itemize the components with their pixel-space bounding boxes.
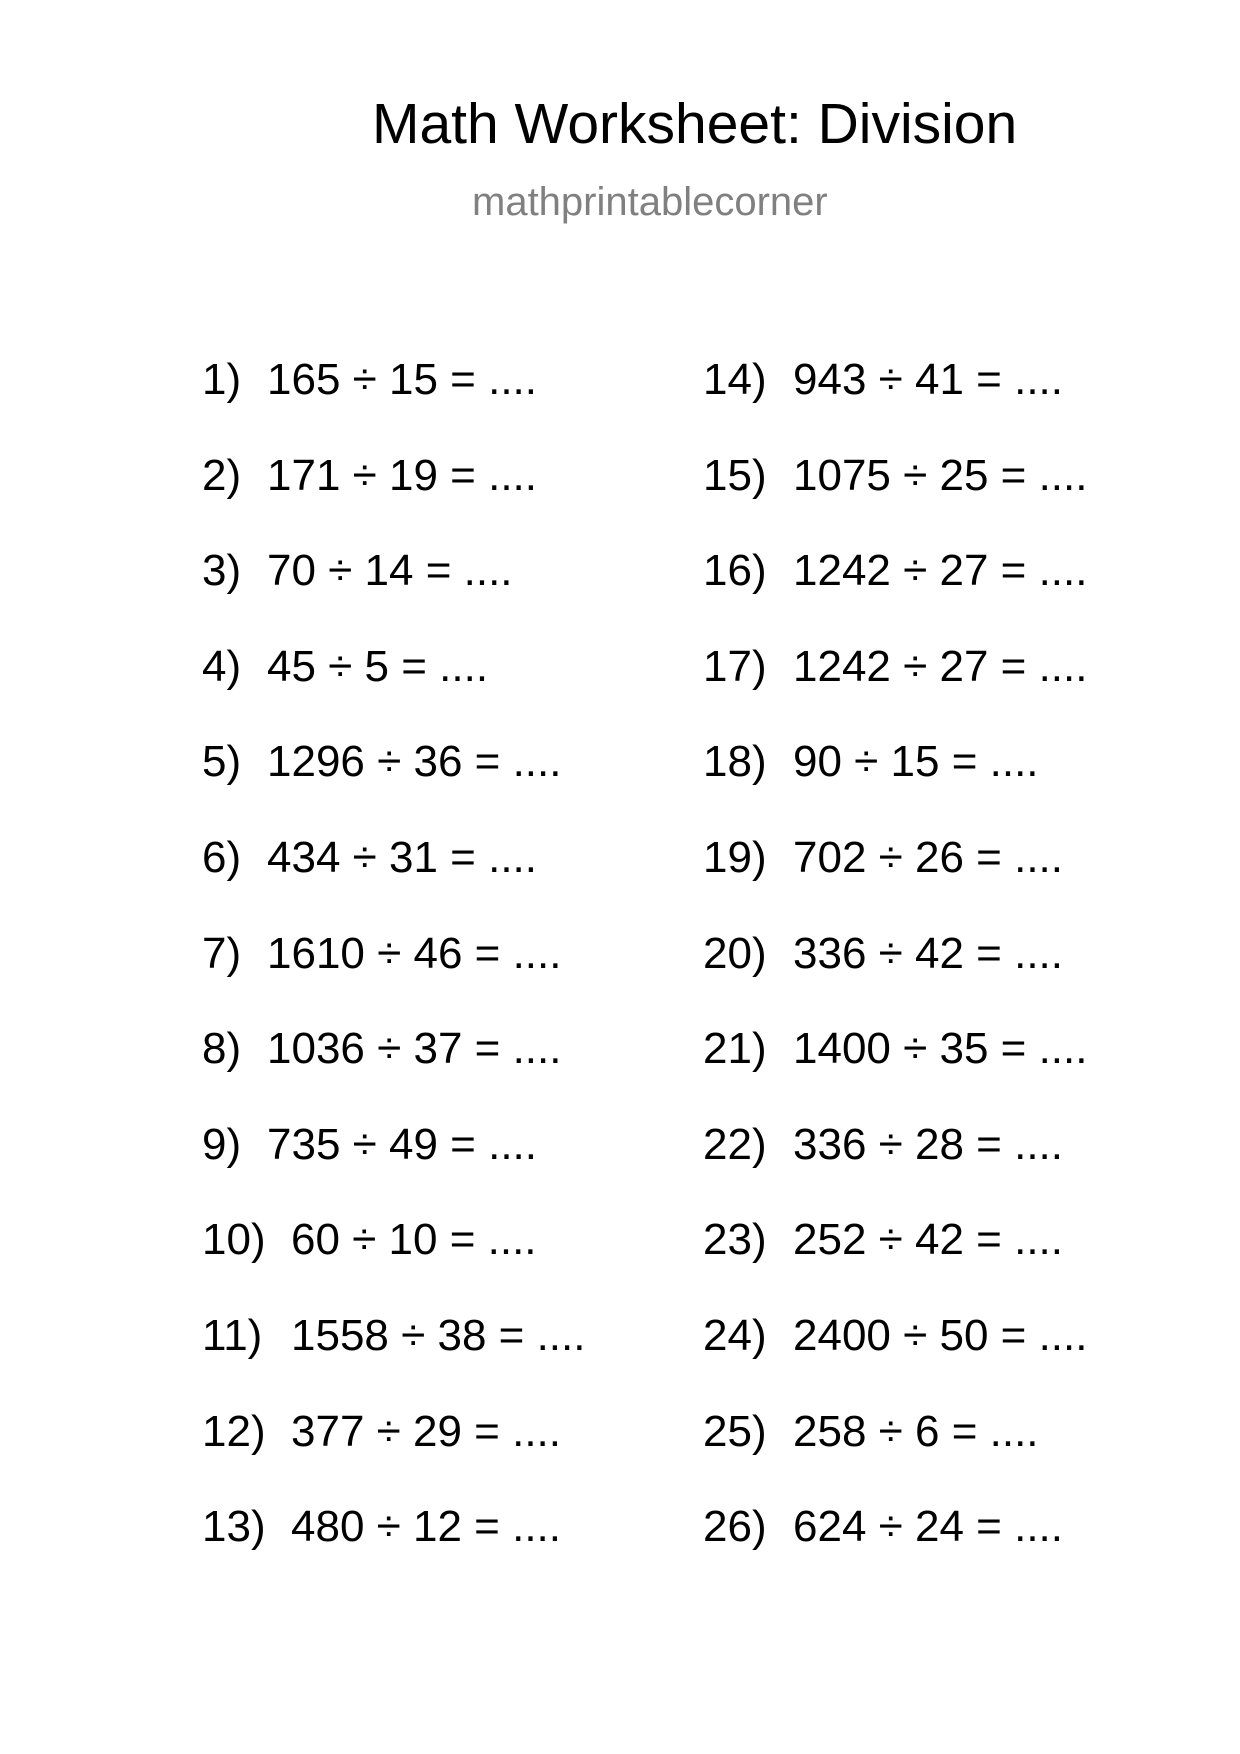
problem-number: 15) [703, 450, 767, 500]
problem-number: 2) [202, 450, 242, 500]
problem-expression: 45 ÷ 5 = .... [267, 641, 489, 691]
worksheet-subtitle: mathprintablecorner [472, 180, 828, 224]
problem-number: 19) [703, 833, 767, 882]
problem-expression: 165 ÷ 15 = .... [267, 355, 537, 404]
problem-number: 16) [703, 546, 767, 596]
problem-expression: 480 ÷ 12 = .... [291, 1502, 561, 1552]
problem-number: 14) [703, 355, 767, 404]
problem-number: 10) [202, 1215, 266, 1265]
worksheet-title: Math Worksheet: Division [372, 92, 1018, 156]
problem-number: 9) [202, 1119, 242, 1169]
problem-expression: 2400 ÷ 50 = .... [793, 1311, 1088, 1360]
problem-expression: 70 ÷ 14 = .... [267, 546, 513, 596]
problem-expression: 434 ÷ 31 = .... [267, 833, 537, 882]
problem-expression: 377 ÷ 29 = .... [291, 1406, 561, 1456]
problem-expression: 1558 ÷ 38 = .... [291, 1311, 586, 1360]
problem-number: 7) [202, 928, 242, 978]
problem-number: 25) [703, 1406, 767, 1456]
problem-number: 13) [202, 1502, 266, 1552]
problem-number: 6) [202, 833, 242, 882]
problem-number: 1) [202, 355, 242, 404]
problem-number: 18) [703, 737, 767, 787]
problem-number: 21) [703, 1024, 767, 1074]
problem-number: 11) [202, 1311, 263, 1360]
problem-expression: 1075 ÷ 25 = .... [793, 450, 1088, 500]
problem-expression: 1610 ÷ 46 = .... [267, 928, 562, 978]
problem-expression: 735 ÷ 49 = .... [267, 1119, 537, 1169]
problem-expression: 1036 ÷ 37 = .... [267, 1024, 562, 1074]
problem-number: 17) [703, 641, 767, 691]
problem-number: 20) [703, 928, 767, 978]
problem-number: 12) [202, 1406, 266, 1456]
problem-expression: 1242 ÷ 27 = .... [793, 641, 1088, 691]
problem-expression: 943 ÷ 41 = .... [793, 355, 1063, 404]
problem-expression: 60 ÷ 10 = .... [291, 1215, 537, 1265]
problem-expression: 252 ÷ 42 = .... [793, 1215, 1063, 1265]
problem-expression: 90 ÷ 15 = .... [793, 737, 1039, 787]
problem-expression: 336 ÷ 28 = .... [793, 1119, 1063, 1169]
problem-expression: 624 ÷ 24 = .... [793, 1502, 1063, 1552]
problem-expression: 336 ÷ 42 = .... [793, 928, 1063, 978]
problem-number: 22) [703, 1119, 767, 1169]
problem-expression: 171 ÷ 19 = .... [267, 450, 537, 500]
problem-number: 8) [202, 1024, 242, 1074]
problem-number: 4) [202, 641, 242, 691]
problem-number: 5) [202, 737, 242, 787]
problem-expression: 702 ÷ 26 = .... [793, 833, 1063, 882]
problem-expression: 1242 ÷ 27 = .... [793, 546, 1088, 596]
problem-expression: 1400 ÷ 35 = .... [793, 1024, 1088, 1074]
problem-expression: 258 ÷ 6 = .... [793, 1406, 1039, 1456]
problem-number: 24) [703, 1311, 767, 1360]
problem-number: 23) [703, 1215, 767, 1265]
problem-number: 3) [202, 546, 242, 596]
problem-expression: 1296 ÷ 36 = .... [267, 737, 562, 787]
problem-number: 26) [703, 1502, 767, 1552]
